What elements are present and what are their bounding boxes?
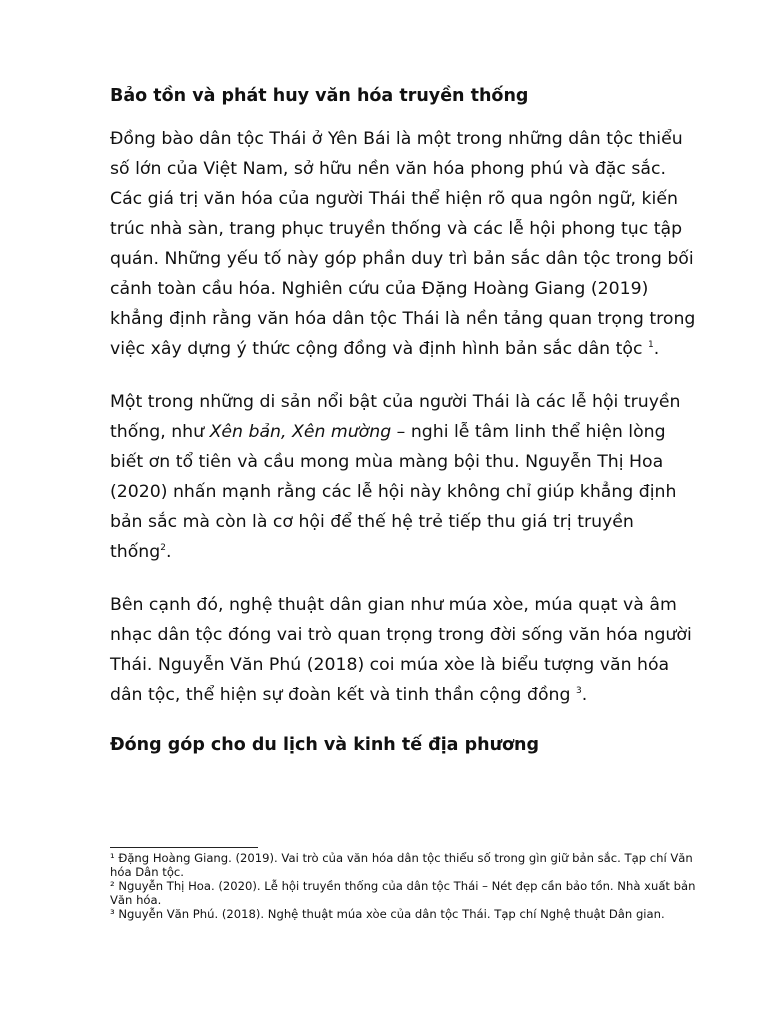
- paragraph-2-text-b: – nghi lễ tâm linh thể hiện lòng biết ơn tổ tiên và cầu mong mùa màng bội thu. Nguyễn Thị Hoa (2020) nhấn mạnh rằng các lễ hội này không chỉ giúp khẳng định bản sắc mà còn là cơ hội để thế hệ trẻ tiếp thu giá trị truyền thống: [110, 422, 677, 562]
- footnote-1: ¹ Đặng Hoàng Giang. (2019). Vai trò của văn hóa dân tộc thiểu số trong gìn giữ bản sắc. Tạp chí Văn hóa Dân tộc.: [110, 851, 693, 879]
- section-heading-tourism: Đóng góp cho du lịch và kinh tế địa phương: [110, 735, 540, 755]
- footnote-ref-2[interactable]: 2: [160, 543, 166, 553]
- document-body: [110, 84, 700, 757]
- footnote-2: ² Nguyễn Thị Hoa. (2020). Lễ hội truyền thống của dân tộc Thái – Nét đẹp cần bảo tồn. Nhà xuất bản Văn hóa.: [110, 879, 696, 907]
- footnote-3: ³ Nguyễn Văn Phú. (2018). Nghệ thuật múa xòe của dân tộc Thái. Tạp chí Nghệ thuật Dân gian.: [110, 907, 665, 921]
- paragraph-1: [110, 124, 700, 364]
- paragraph-2-end: .: [165, 542, 172, 562]
- paragraph-3: [110, 590, 700, 710]
- paragraph-1-text: Đồng bào dân tộc Thái ở Yên Bái là một trong những dân tộc thiểu số lớn của Việt Nam, sở hữu nền văn hóa phong phú và đặc sắc. Các giá trị văn hóa của người Thái thể hiện rõ qua ngôn ngữ, kiến trúc nhà sàn, trang phục truyền thống và các lễ hội phong tục tập quán. Những yếu tố này góp phần duy trì bản sắc dân tộc trong bối cảnh toàn cầu hóa. Nghiên cứu của Đặng Hoàng Giang (2019) khẳng định rằng văn hóa dân tộc Thái là nền tảng quan trọng trong việc xây dựng ý thức cộng đồng và định hình bản sắc dân tộc: [110, 129, 696, 359]
- paragraph-1-end: .: [653, 339, 660, 359]
- paragraph-3-end: .: [581, 685, 588, 705]
- paragraph-3-text: Bên cạnh đó, nghệ thuật dân gian như múa xòe, múa quạt và âm nhạc dân tộc đóng vai trò quan trọng trong đời sống văn hóa người Thái. Nguyễn Văn Phú (2018) coi múa xòe là biểu tượng văn hóa dân tộc, thể hiện sự đoàn kết và tinh thần cộng đồng: [110, 595, 692, 705]
- paragraph-2-text-a: Một trong những di sản nổi bật của người Thái là các lễ hội truyền thống, như: [110, 392, 681, 442]
- footnotes: [110, 851, 700, 921]
- festival-names: Xên bản, Xên mường: [209, 422, 392, 442]
- footnote-ref-3[interactable]: 3: [575, 686, 582, 696]
- paragraph-2: [110, 387, 700, 567]
- footnote-ref-1[interactable]: 1: [647, 340, 654, 350]
- section-heading-preservation: Bảo tồn và phát huy văn hóa truyền thống: [110, 86, 529, 106]
- footnote-divider: [110, 847, 258, 848]
